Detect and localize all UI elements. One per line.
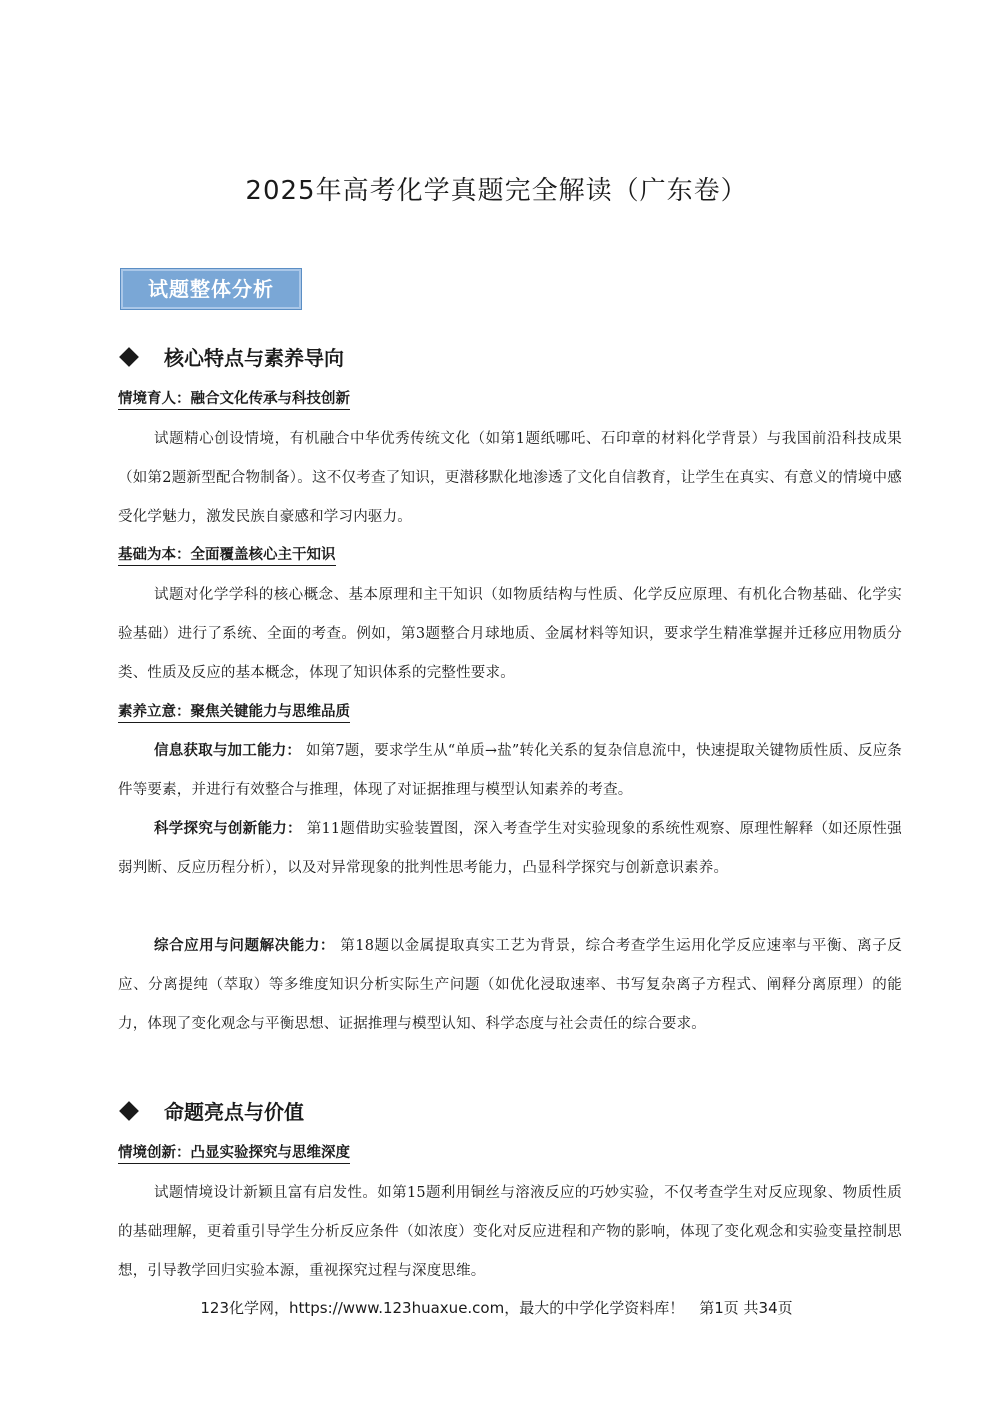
heading-core-features-text: 核心特点与素养导向: [164, 346, 344, 370]
paragraph-application-ability: [118, 926, 902, 1044]
paragraph-foundation: 试题对化学学科的核心概念、基本原理和主干知识（如物质结构与性质、化学反应原理、有机化合物基础、化学实验基础）进行了系统、全面的考查。例如，第3题整合月球地质、金属材料等知识，要求学生精准掌握并迁移应用物质分类、性质及反应的基本概念，体现了知识体系的完整性要求。: [118, 587, 902, 681]
page-title: 2025年高考化学真题完全解读（广东卷）: [245, 176, 748, 206]
info-ability-label: 信息获取与加工能力：: [154, 742, 302, 759]
application-ability-label: 综合应用与问题解决能力：: [154, 937, 335, 954]
info-ability-text: 如第7题，要求学生从“单质→盐”转化关系的复杂信息流中，快速提取关键物质性质、反应条件等要素，并进行有效整合与推理，体现了对证据推理与模型认知素养的考查。: [118, 743, 903, 798]
heading-highlights-text: 命题亮点与价值: [164, 1100, 304, 1124]
paragraph-inquiry-ability: [118, 809, 902, 888]
diamond-bullet-icon: [119, 1101, 139, 1121]
paragraph-info-ability: [118, 731, 902, 810]
inquiry-ability-label: 科学探究与创新能力：: [154, 820, 302, 837]
paragraph-context-innovation: 试题情境设计新颖且富有启发性。如第15题利用铜丝与溶液反应的巧妙实验，不仅考查学生对反应现象、物质性质的基础理解，更着重引导学生分析反应条件（如浓度）变化对反应进程和产物的影响，体现了变化观念和实验变量控制思想，引导教学回归实验本源，重视探究过程与深度思维。: [118, 1185, 902, 1279]
subheading-context-innovation: 情境创新：凸显实验探究与思维深度: [118, 1144, 350, 1164]
paragraph-context-education: 试题精心创设情境，有机融合中华优秀传统文化（如第1题纸哪吒、石印章的材料化学背景）与我国前沿科技成果（如第2题新型配合物制备）。这不仅考查了知识，更潜移默化地渗透了文化自信教育，让学生在真实、有意义的情境中感受化学魅力，激发民族自豪感和学习内驱力。: [118, 431, 902, 525]
inquiry-ability-text: 第11题借助实验装置图，深入考查学生对实验现象的系统性观察、原理性解释（如还原性强弱判断、反应历程分析），以及对异常现象的批判性思考能力，凸显科学探究与创新意识素养。: [118, 821, 902, 876]
application-ability-text: 第18题以金属提取真实工艺为背景，综合考查学生运用化学反应速率与平衡、离子反应、分离提纯（萃取）等多维度知识分析实际生产问题（如优化浸取速率、书写复杂离子方程式、阐释分离原理）的能力，体现了变化观念与平衡思想、证据推理与模型认知、科学态度与社会责任的综合要求。: [118, 938, 903, 1032]
heading-core-features: [118, 342, 344, 371]
subheading-literacy: 素养立意：聚焦关键能力与思维品质: [118, 703, 350, 723]
diamond-bullet-icon: [119, 347, 139, 367]
page-footer: 123化学网，https://www.123huaxue.com，最大的中学化学资料库！ 第1页 共34页: [200, 1299, 793, 1317]
heading-highlights: [118, 1096, 304, 1125]
section-banner-label: 试题整体分析: [148, 277, 274, 301]
section-banner: [120, 268, 302, 310]
subheading-context-education: 情境育人：融合文化传承与科技创新: [118, 390, 350, 410]
subheading-foundation: 基础为本：全面覆盖核心主干知识: [118, 546, 336, 566]
